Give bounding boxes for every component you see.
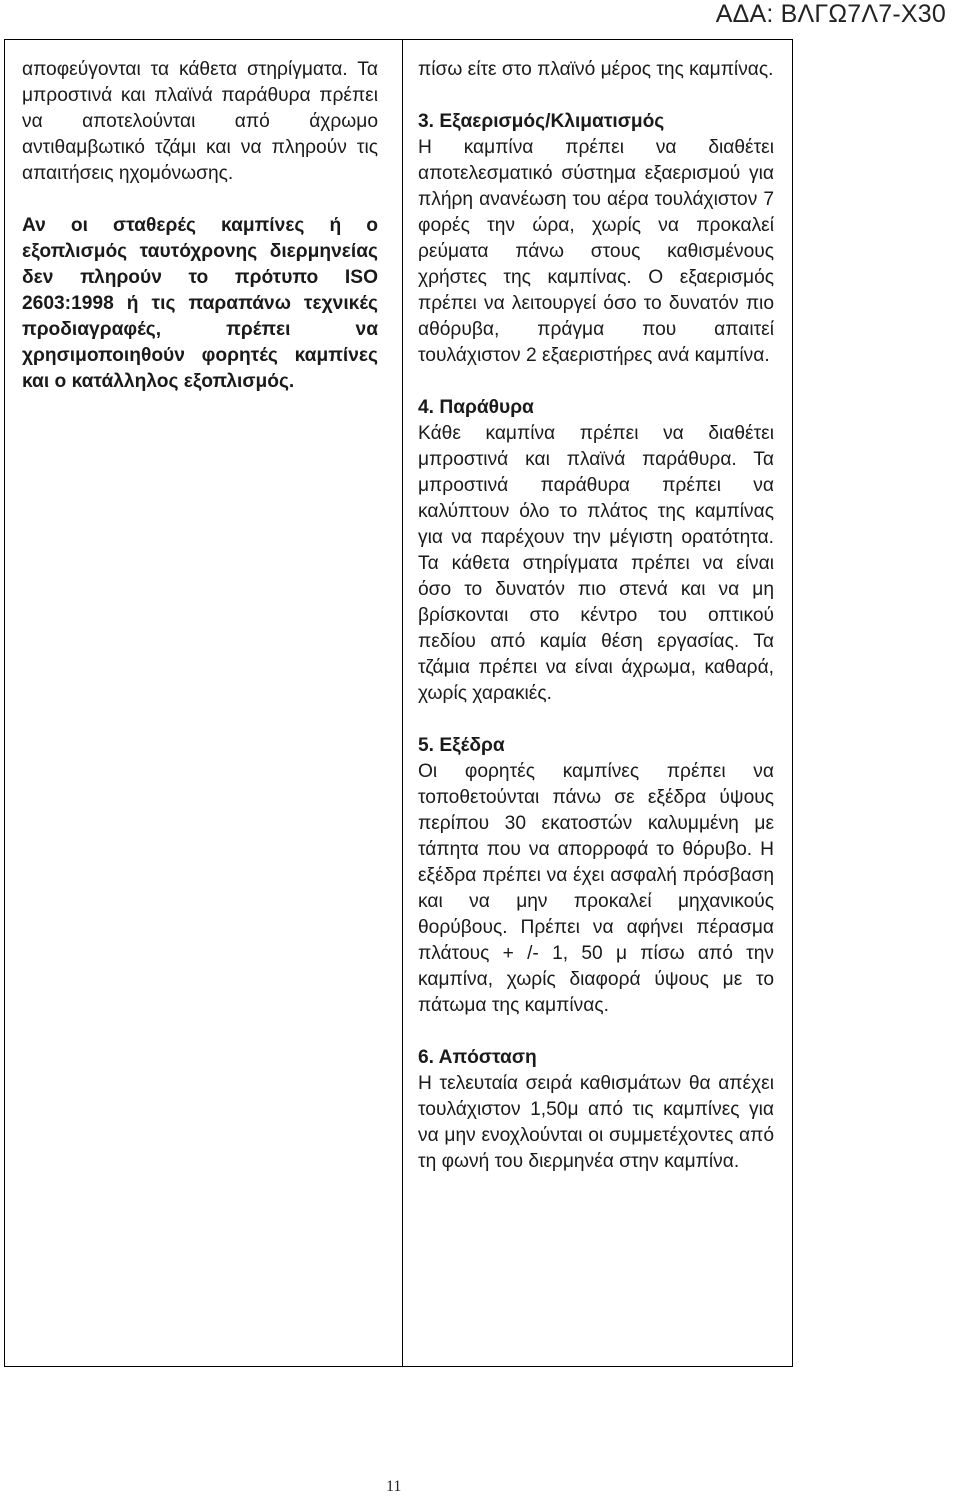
right-intro-paragraph: πίσω είτε στο πλαϊνό μέρος της καμπίνας. (418, 59, 774, 80)
section-distance (418, 1045, 774, 1175)
two-column-table (4, 39, 793, 1367)
section-body: Κάθε καμπίνα πρέπει να διαθέτει μπροστινά και πλαϊνά παράθυρα. Τα μπροστινά παράθυρα πρέπει να καλύπτουν όλο το πλάτος της καμπίνας για να παρέχουν την μέγιστη ορατότητα. Τα κάθετα στηρίγματα πρέπει να είναι όσο το δυνατόν πιο στενά και να μη βρίσκονται στο κέντρο του οπτικού πεδίου από καμία θέση εργασίας. Τα τζάμια πρέπει να είναι άχρωμα, καθαρά, χωρίς χαρακιές. (418, 423, 774, 704)
right-column (418, 57, 774, 1175)
document-code-header: ΑΔΑ: ΒΛΓΩ7Λ7-Χ30 (715, 0, 946, 28)
section-body: Η τελευταία σειρά καθισμάτων θα απέχει τουλάχιστον 1,50μ από τις καμπίνες για να μην ενοχλούνται οι συμμετέχοντες από τη φωνή του διερμηνέα στην καμπίνα. (418, 1073, 774, 1172)
section-body: Οι φορητές καμπίνες πρέπει να τοποθετούνται πάνω σε εξέδρα ύψους περίπου 30 εκατοστών καλυμμένη με τάπητα που να απορροφά το θόρυβο. Η εξέδρα πρέπει να έχει ασφαλή πρόσβαση και να μην προκαλεί μηχανικούς θορύβους. Πρέπει να αφήνει πέρασμα πλάτους + /- 1, 50 μ πίσω από την καμπίνα, χωρίς διαφορά ύψους με το πάτωμα της καμπίνας. (418, 761, 774, 1016)
column-divider (402, 40, 403, 1366)
left-paragraph-1: αποφεύγονται τα κάθετα στηρίγματα. Τα μπροστινά και πλαϊνά παράθυρα πρέπει να αποτελούνται από άχρωμο αντιθαμβωτικό τζάμι και να πληρούν τις απαιτήσεις ηχομόνωσης. (22, 59, 378, 184)
section-platform (418, 733, 774, 1019)
section-windows (418, 395, 774, 707)
section-heading: 5. Εξέδρα (418, 735, 505, 756)
left-paragraph-2: Αν οι σταθερές καμπίνες ή ο εξοπλισμός ταυτόχρονης διερμηνείας δεν πληρούν το πρότυπο ISO 2603:1998 ή τις παραπάνω τεχνικές προδιαγραφές, πρέπει να χρησιμοποιηθούν φορητές καμπίνες και ο κατάλληλος εξοπλισμός. (22, 215, 378, 392)
section-heading: 3. Εξαερισμός/Κλιματισμός (418, 111, 665, 132)
section-ventilation (418, 109, 774, 369)
section-heading: 6. Απόσταση (418, 1047, 537, 1068)
page-number: 11 (386, 1478, 402, 1495)
left-column (22, 57, 378, 395)
section-heading: 4. Παράθυρα (418, 397, 534, 418)
section-body: Η καμπίνα πρέπει να διαθέτει αποτελεσματικό σύστημα εξαερισμού για πλήρη ανανέωση του αέρα τουλάχιστον 7 φορές την ώρα, χωρίς να προκαλεί ρεύματα πάνω στους καθισμένους χρήστες της καμπίνας. Ο εξαερισμός πρέπει να λειτουργεί όσο το δυνατόν πιο αθόρυβα, πράγμα που απαιτεί τουλάχιστον 2 εξαεριστήρες ανά καμπίνα. (418, 137, 774, 366)
